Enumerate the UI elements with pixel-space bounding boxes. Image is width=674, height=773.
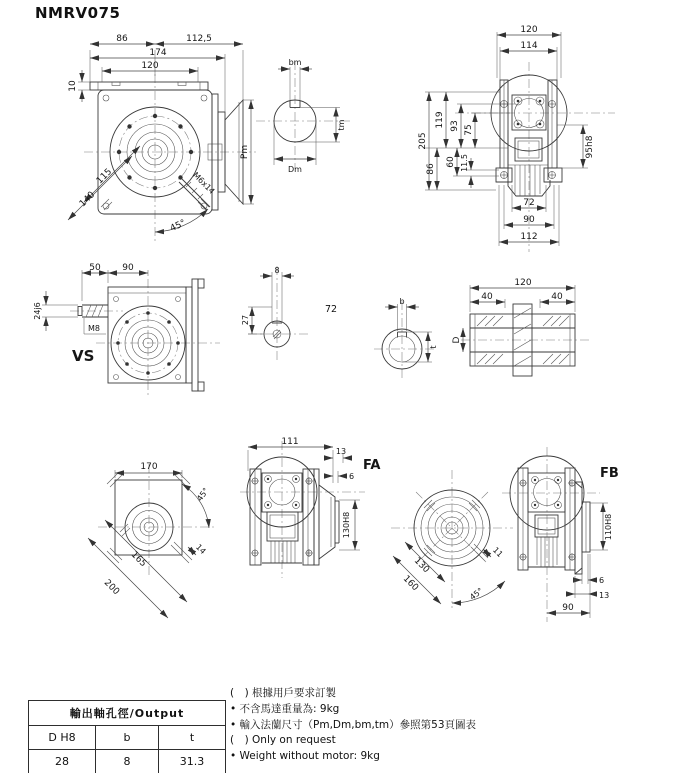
bore-keyway-geometry: [374, 301, 434, 379]
fa-view-drawing: [235, 433, 395, 628]
dim-115: 115: [94, 166, 115, 187]
bore-keyway-dimensions: [385, 297, 438, 362]
dim-24j6: 24j6: [33, 302, 42, 320]
dim-40a: 40: [481, 292, 493, 302]
dim-50: 50: [89, 263, 101, 273]
dim-174: 174: [149, 48, 167, 58]
dim-10: 10: [68, 80, 78, 92]
output-col-b: b: [96, 726, 159, 750]
dim-45deg: 45°: [195, 486, 211, 503]
output-table: [28, 700, 226, 773]
vs-view-dimensions: [33, 263, 148, 365]
dim-200: 200: [101, 577, 122, 598]
side-view-geometry: [84, 74, 256, 244]
side-view-drawing: [58, 24, 260, 256]
dim-8: 8: [274, 266, 280, 275]
worm-shaft-end-geometry: [248, 266, 310, 362]
fb-view-geometry: [502, 447, 600, 622]
vs-view-drawing: [28, 255, 223, 413]
square-flange-dimensions: [88, 462, 211, 618]
dim-120: 120: [141, 61, 159, 71]
fb-view-dimensions: [547, 466, 619, 618]
dim-40b: 40: [551, 292, 563, 302]
dim-112-5: 112,5: [186, 34, 212, 44]
dim-170: 170: [140, 462, 158, 472]
note-line-3: • 輸入法蘭尺寸（Pm,Dm,bm,tm）參照第53頁圖表: [230, 718, 477, 731]
rear-view-dimensions: [418, 25, 595, 246]
dim-72-floating: 72: [325, 304, 338, 315]
fa-view-geometry: [240, 441, 365, 578]
fb-label: FB: [600, 466, 619, 481]
dim-120: 120: [514, 278, 532, 288]
motor-shaft-view-drawing: [252, 55, 360, 183]
dim-130h8: 130H8: [342, 511, 351, 539]
dim-60: 60: [446, 156, 456, 168]
dim-95h8: 95h8: [585, 135, 595, 159]
dim-111: 111: [281, 437, 299, 447]
motor-shaft-geometry: [256, 61, 352, 169]
dim-165: 165: [128, 549, 149, 570]
dim-205: 205: [418, 132, 428, 150]
vs-view-geometry: [70, 279, 220, 397]
dim-11: 11: [490, 545, 505, 560]
dim-45deg: 45°: [168, 218, 188, 235]
dim-tm: tm: [337, 119, 346, 131]
dim-pm: Pm: [240, 144, 250, 160]
fa-label: FA: [363, 458, 381, 473]
dim-bm: bm: [288, 58, 302, 67]
fb-view-drawing: [500, 442, 674, 652]
dim-t: t: [429, 345, 438, 349]
motor-shaft-dimensions: [274, 58, 346, 174]
table-row: [29, 750, 226, 773]
dim-45deg: 45°: [468, 586, 485, 602]
square-flange-drawing: [70, 448, 250, 638]
output-col-t: t: [159, 726, 226, 750]
dim-13: 13: [335, 447, 347, 456]
dim-m6x14: M6x14: [191, 170, 217, 196]
dim-75: 75: [464, 124, 474, 136]
dim-86: 86: [116, 34, 128, 44]
fb-flange-face-drawing: [383, 468, 518, 653]
notes-block: [230, 686, 476, 765]
dim-90: 90: [122, 263, 134, 273]
dim-11-5: 11.5: [460, 154, 469, 172]
dim-6: 6: [599, 576, 605, 585]
hollow-shaft-drawing: [452, 278, 595, 383]
note-line-2: • 不含馬達重量為: 9kg: [230, 702, 340, 715]
output-val-t: 31.3: [159, 750, 226, 773]
dim-13: 13: [599, 591, 610, 600]
dim-27: 27: [241, 314, 250, 326]
output-val-b: 8: [96, 750, 159, 773]
note-line-5: • Weight without motor: 9kg: [230, 750, 380, 763]
vs-label: VS: [72, 347, 95, 365]
worm-shaft-end-drawing: [240, 262, 320, 372]
hollow-shaft-dimensions: [452, 278, 575, 352]
fb-flange-face-dimensions: [393, 542, 505, 604]
output-table-header: 輸出軸孔徑/Output: [29, 701, 226, 726]
dim-dm: Dm: [288, 165, 302, 174]
dim-6: 6: [349, 472, 355, 481]
dim-140: 140: [77, 189, 98, 210]
dim-160: 160: [400, 573, 421, 594]
square-flange-geometry: [98, 464, 216, 578]
side-view-dimensions: [68, 34, 254, 234]
dim-112: 112: [520, 232, 538, 242]
dim-14: 14: [193, 542, 208, 557]
dim-114: 114: [520, 41, 538, 51]
note-line-1: ( ) 根據用戶要求訂製: [230, 687, 337, 699]
note-line-4: ( ) Only on request: [230, 734, 336, 747]
dim-b: b: [399, 297, 405, 306]
dim-119: 119: [435, 111, 445, 129]
dim-72: 72: [523, 198, 535, 208]
dim-90: 90: [523, 215, 535, 225]
output-col-dh8: D H8: [29, 726, 96, 750]
dim-m8: M8: [88, 324, 100, 333]
worm-shaft-end-dimensions: [241, 266, 294, 334]
dim-130: 130: [411, 555, 432, 576]
rear-view-drawing: [415, 20, 674, 270]
dim-86: 86: [426, 163, 436, 175]
output-val-dh8: 28: [29, 750, 96, 773]
dim-93: 93: [450, 120, 460, 132]
page-title: NMRV075: [35, 4, 121, 22]
bore-keyway-drawing: [368, 295, 446, 387]
dim-110h8: 110H8: [604, 513, 613, 541]
hollow-shaft-geometry: [461, 304, 589, 376]
dim-90: 90: [562, 603, 574, 613]
dim-d: D: [452, 336, 462, 344]
dim-120-top: 120: [520, 25, 538, 35]
